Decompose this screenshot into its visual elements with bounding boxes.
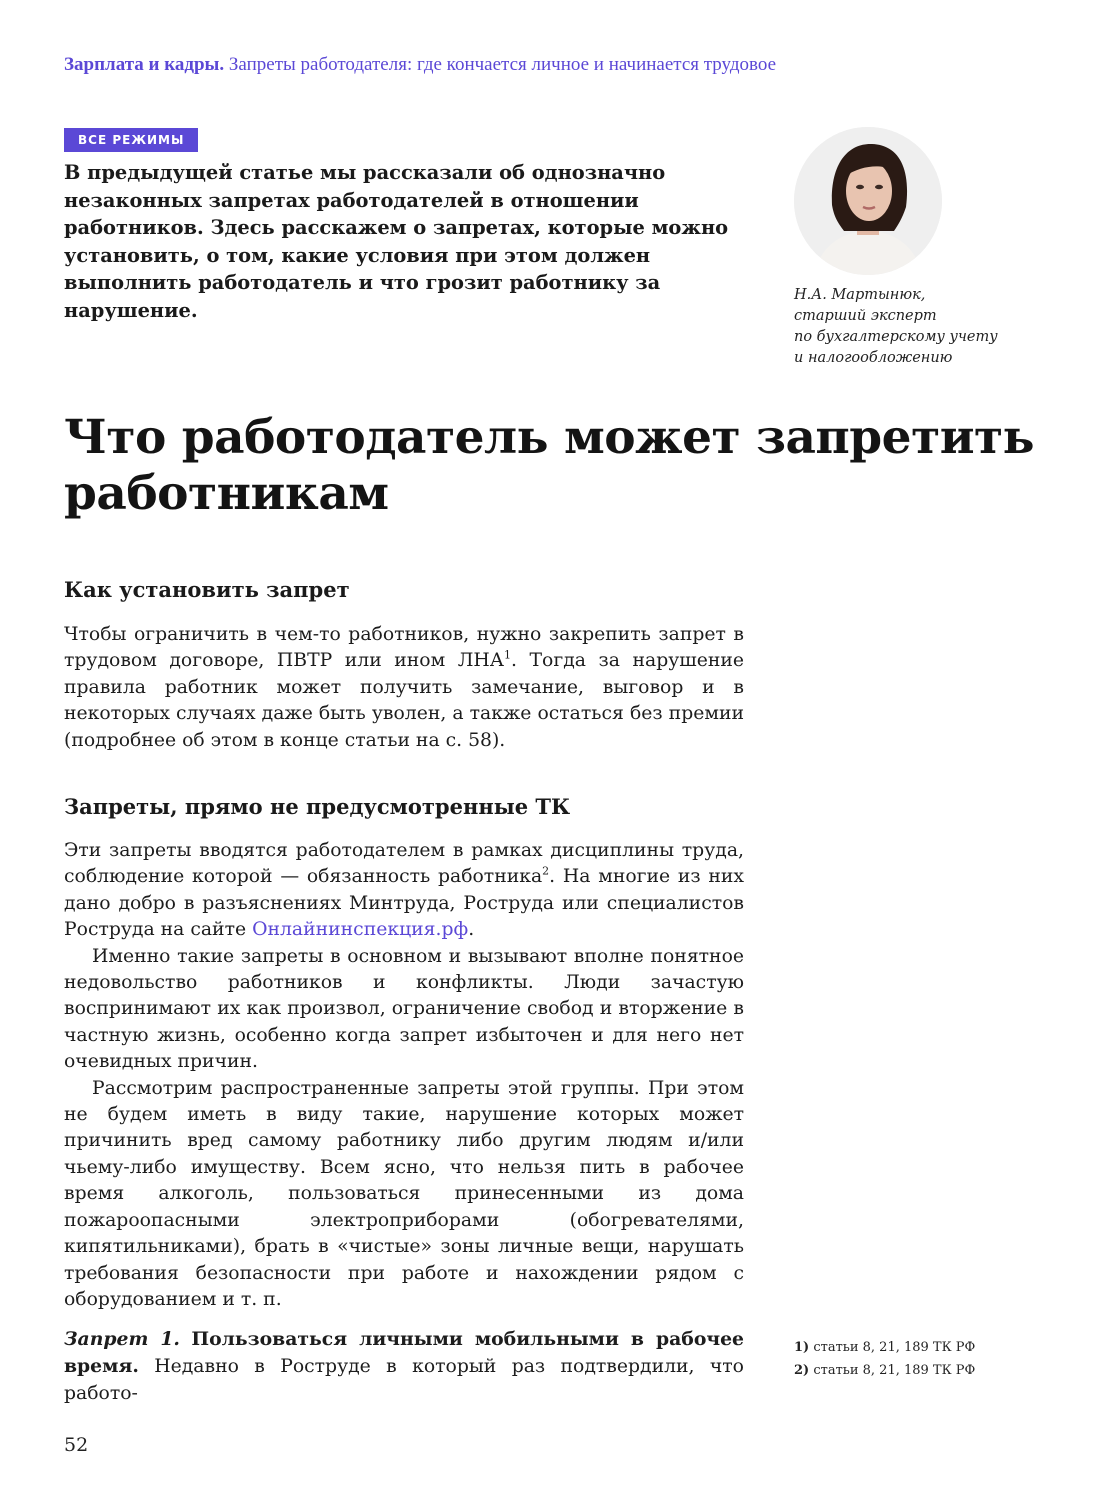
running-head [64,54,776,76]
footnote-ref[interactable]: 1 [504,649,512,663]
section-body-bans-not-in-tk [64,838,744,1313]
section-heading-bans-not-in-tk: Запреты, прямо не предусмотренные ТК [64,794,571,819]
footnote: 1) статьи 8, 21, 189 ТК РФ [794,1340,976,1355]
author-role-line: и налогообложению [794,350,953,366]
section-body-how-to-set-ban [64,622,744,754]
page-number: 52 [64,1434,89,1456]
author-role-line: по бухгалтерскому учету [794,329,998,345]
author-role-line: старший эксперт [794,308,937,324]
tax-regime-badge: ВСЕ РЕЖИМЫ [64,128,198,152]
paragraph: Рассмотрим распространенные запреты этой группы. При этом не будем иметь в виду такие, нарушение которых может причинить вред самому работнику либо другим людям и/или чьему-либо имуществу. Всем ясно, что нельзя пить в рабочее время алкоголь, пользоваться принесенными из дома пожароопасными электроприборами (обогревателями, кипятильниками), брать в «чистые» зоны личные вещи, нарушать требования безопасности при работе и нахождении рядом с оборудованием и т. п. [64,1077,744,1310]
paragraph: Запрет 1. Пользоваться личными мобильными в рабочее время. Недавно в Роструде в который раз подтвердили, что работо- [64,1328,744,1404]
section-heading-how-to-set-ban: Как установить запрет [64,577,350,602]
author-caption [794,285,998,369]
footnotes [794,1336,975,1382]
paragraph: Эти запреты вводятся работодателем в рамках дисциплины труда, соблюдение которой — обязанность работника$^2$. На многие из них дано добро в разъяснениях Минтруда, Роструда или специалистов Роструда на сайте Онлайнинспекция.рф. [64,840,744,941]
article-title: Что работодатель может запретить работникам [64,410,1035,521]
author-portrait-illustration [794,127,942,275]
onlineinspection-link[interactable]: Онлайнинспекция.рф [252,919,469,941]
article-topic: Запреты работодателя: где кончается личное и начинается трудовое [228,54,777,75]
ban-title: Пользоваться личными мобильными в рабочее время. [64,1328,744,1378]
lead-paragraph: В предыдущей статье мы рассказали об однозначно незаконных запретах работодателей в отношении работников. Здесь расскажем о запретах, которые можно установить, о том, какие условия при этом должен выполнить работодатель и что грозит работнику за нарушение. [64,161,729,322]
ban-1-block [64,1326,744,1407]
footnote: 2) статьи 8, 21, 189 ТК РФ [794,1363,976,1378]
author-photo [794,127,942,275]
author-name: Н.А. Мартынюк, [794,287,926,303]
section-name: Зарплата и кадры. [64,54,225,75]
paragraph: Именно такие запреты в основном и вызывают вполне понятное недовольство работников и конфликты. Люди зачастую воспринимают их как произвол, ограничение свобод и вторжение в частную жизнь, особенно когда запрет избыточен и для него нет очевидных причин. [64,945,744,1073]
ban-label: Запрет 1. [64,1328,180,1350]
footnote-ref[interactable]: 2 [542,865,550,879]
paragraph: Чтобы ограничить в чем-то работников, нужно закрепить запрет в трудовом договоре, ПВТР или ином ЛНА$^1$. Тогда за нарушение правила работник может получить замечание, выговор и в некоторых случаях даже быть уволен, а также остаться без премии (подробнее об этом в конце статьи на с. 58). [64,624,744,751]
